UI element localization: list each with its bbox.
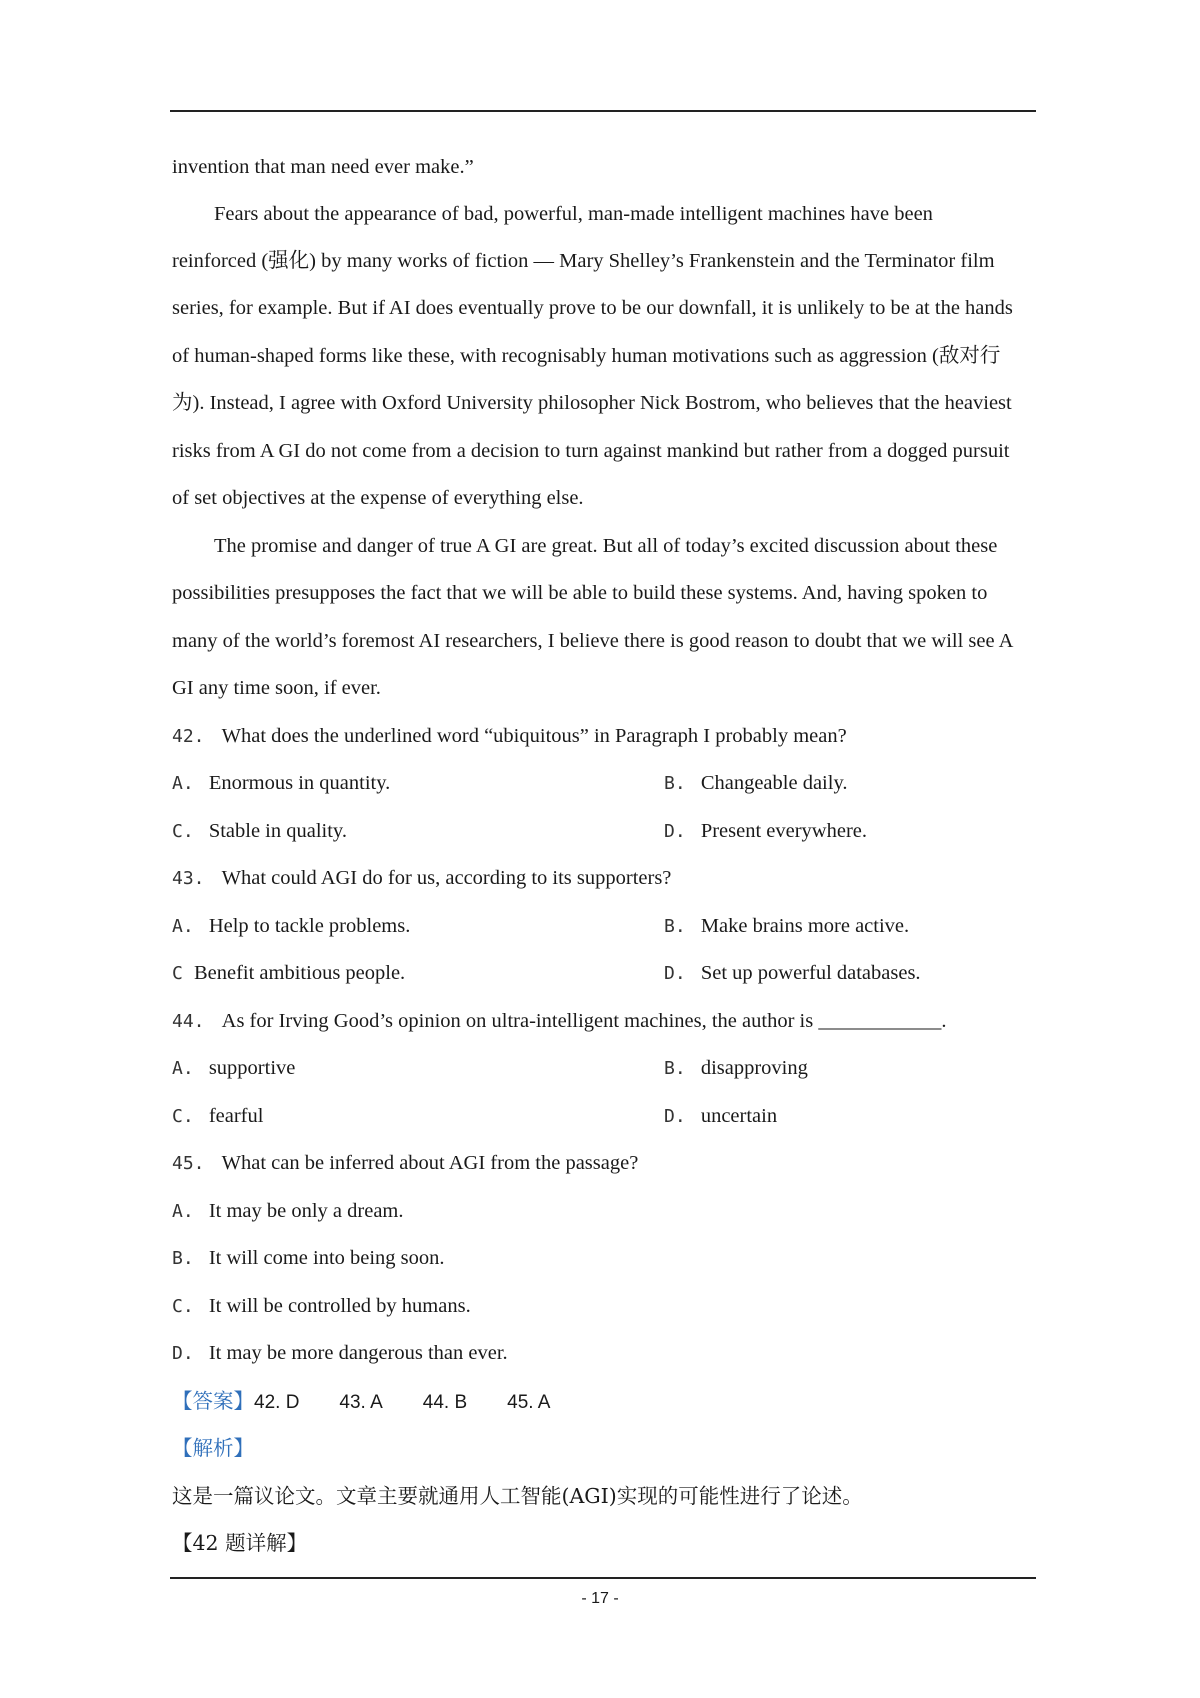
passage-line: invention that man need ever make.”	[172, 156, 474, 178]
option-b	[172, 1243, 445, 1274]
option-text: fearful	[208, 1105, 264, 1127]
header-rule	[170, 110, 1036, 112]
option-b	[664, 1053, 808, 1084]
question-43	[172, 863, 671, 894]
option-letter: C.	[172, 1296, 194, 1317]
option-a	[172, 1196, 404, 1227]
answer-label: 【答案】	[172, 1389, 254, 1413]
question-text: What does the underlined word “ubiquitous” in Paragraph I probably mean?	[221, 725, 847, 747]
passage-line: risks from A GI do not come from a decision to turn against mankind but rather from a dogged pursuit	[172, 440, 1010, 462]
option-letter: D.	[172, 1343, 194, 1364]
passage-line: Fears about the appearance of bad, powerful, man-made intelligent machines have been	[214, 203, 933, 225]
option-letter: B.	[664, 916, 686, 937]
option-text: Present everywhere.	[700, 820, 868, 842]
footer-rule	[170, 1577, 1036, 1579]
option-c	[172, 1101, 263, 1132]
option-d	[172, 1338, 508, 1369]
option-text: Enormous in quantity.	[208, 772, 391, 794]
option-text: Changeable daily.	[700, 772, 848, 794]
option-b	[664, 768, 848, 799]
option-text: It will come into being soon.	[208, 1247, 445, 1269]
option-text: Stable in quality.	[208, 820, 347, 842]
option-letter: C.	[172, 1106, 194, 1127]
option-a	[172, 768, 390, 799]
answer-line	[172, 1386, 590, 1418]
page-number: - 17 -	[581, 1590, 619, 1607]
passage-line: many of the world’s foremost AI researchers, I believe there is good reason to doubt that we will see A	[172, 630, 1014, 652]
option-letter: D.	[664, 963, 686, 984]
option-letter: B.	[664, 773, 686, 794]
passage-line: 为). Instead, I agree with Oxford University philosopher Nick Bostrom, who believes that the heaviest	[172, 392, 1012, 414]
question-number: 44.	[172, 1011, 205, 1032]
option-text: uncertain	[700, 1105, 778, 1127]
option-letter: A.	[172, 1058, 194, 1079]
question-44	[172, 1006, 946, 1037]
question-text: As for Irving Good’s opinion on ultra-intelligent machines, the author is ____________.	[221, 1010, 947, 1032]
option-text: disapproving	[700, 1057, 808, 1079]
passage-line: possibilities presupposes the fact that we will be able to build these systems. And, having spoken to	[172, 582, 988, 604]
passage-line: reinforced (强化) by many works of fiction — Mary Shelley’s Frankenstein and the Terminator film	[172, 250, 995, 272]
question-number: 43.	[172, 868, 205, 889]
question-number: 45.	[172, 1153, 205, 1174]
passage-line: GI any time soon, if ever.	[172, 677, 381, 699]
option-letter: A.	[172, 1201, 194, 1222]
question-45	[172, 1148, 638, 1179]
option-letter: B.	[172, 1248, 194, 1269]
option-letter: D.	[664, 1106, 686, 1127]
option-text: supportive	[208, 1057, 296, 1079]
answer-item: 45. A	[507, 1392, 551, 1413]
option-letter: A.	[172, 773, 194, 794]
option-text: It may be more dangerous than ever.	[208, 1342, 508, 1364]
passage-line: of set objectives at the expense of everything else.	[172, 487, 584, 509]
passage-line: series, for example. But if AI does eventually prove to be our downfall, it is unlikely to be at the hands	[172, 297, 1013, 319]
option-d	[664, 816, 867, 847]
analysis-summary: 这是一篇议论文。文章主要就通用人工智能(AGI)实现的可能性进行了论述。	[172, 1484, 863, 1508]
option-letter: C	[172, 963, 183, 984]
analysis-label: 【解析】	[172, 1436, 254, 1460]
option-letter: B.	[664, 1058, 686, 1079]
option-text: Help to tackle problems.	[208, 915, 411, 937]
answer-item: 44. B	[422, 1392, 468, 1413]
answer-item: 43. A	[339, 1392, 383, 1413]
option-text: Set up powerful databases.	[700, 962, 921, 984]
option-letter: C.	[172, 821, 194, 842]
option-text: It will be controlled by humans.	[208, 1295, 471, 1317]
question-text: What can be inferred about AGI from the passage?	[221, 1152, 639, 1174]
option-b	[664, 911, 909, 942]
detail-label: 【42 题详解】	[172, 1531, 308, 1555]
option-c	[172, 1291, 471, 1322]
answer-item: 42. D	[254, 1392, 300, 1413]
option-d	[664, 958, 921, 989]
passage-line: of human-shaped forms like these, with recognisably human motivations such as aggression (敌对行	[172, 345, 1001, 367]
option-text: Benefit ambitious people.	[193, 962, 406, 984]
option-a	[172, 911, 410, 942]
question-42	[172, 721, 847, 752]
passage-line: The promise and danger of true A GI are great. But all of today’s excited discussion about these	[214, 535, 998, 557]
option-a	[172, 1053, 295, 1084]
option-c	[172, 958, 405, 989]
question-number: 42.	[172, 726, 205, 747]
option-text: Make brains more active.	[700, 915, 910, 937]
option-c	[172, 816, 347, 847]
option-letter: D.	[664, 821, 686, 842]
option-d	[664, 1101, 777, 1132]
option-text: It may be only a dream.	[208, 1200, 404, 1222]
option-letter: A.	[172, 916, 194, 937]
question-text: What could AGI do for us, according to its supporters?	[221, 867, 672, 889]
